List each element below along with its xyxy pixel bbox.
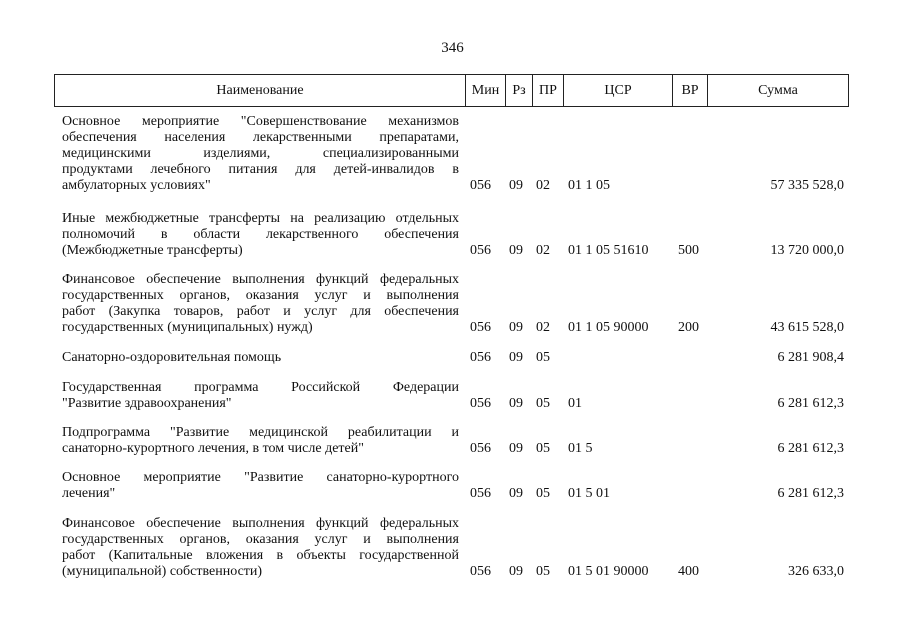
row-csr: 01 1 05 90000 (568, 320, 649, 335)
row-min: 056 (470, 396, 491, 411)
row-name-line: работ (Капитальные вложения в объекты государственной (62, 548, 459, 563)
row-name-line: Финансовое обеспечение выполнения функций федеральных (62, 516, 459, 531)
row-name-line: Иные межбюджетные трансферты на реализацию отдельных (62, 211, 459, 226)
row-pr: 05 (536, 350, 550, 365)
row-sum: 6 281 612,3 (777, 441, 844, 456)
row-name-line: лечения" (62, 486, 116, 501)
row-sum: 6 281 612,3 (777, 486, 844, 501)
row-pr: 05 (536, 486, 550, 501)
row-name-line: полномочий в области лекарственного обеспечения (62, 227, 459, 242)
row-csr: 01 1 05 51610 (568, 243, 649, 258)
row-min: 056 (470, 320, 491, 335)
row-name-line: Основное мероприятие "Совершенствование механизмов (62, 114, 459, 129)
row-name (62, 470, 459, 502)
row-min: 056 (470, 486, 491, 501)
row-csr: 01 1 05 (568, 178, 610, 193)
row-name-line: Государственная программа Российской Федерации (62, 380, 459, 395)
row-name-line: продуктами лечебного питания для детей-инвалидов в (62, 162, 459, 177)
row-rz: 09 (509, 350, 523, 365)
row-sum: 6 281 612,3 (777, 396, 844, 411)
row-sum: 326 633,0 (788, 564, 844, 579)
page-number: 346 (441, 40, 464, 56)
row-name-line: работ (Закупка товаров, работ и услуг для обеспечения (62, 304, 459, 319)
row-pr: 02 (536, 243, 550, 258)
row-csr: 01 5 (568, 441, 593, 456)
row-rz: 09 (509, 243, 523, 258)
row-rz: 09 (509, 441, 523, 456)
row-name (62, 516, 459, 580)
row-pr: 02 (536, 320, 550, 335)
header-sum: Сумма (707, 75, 848, 106)
row-name-line: государственных (муниципальных) нужд) (62, 320, 313, 335)
row-name-line: санаторно-курортного лечения, в том числе детей" (62, 441, 364, 456)
row-name-line: амбулаторных условиях" (62, 178, 211, 193)
header-min: Мин (465, 75, 505, 106)
row-name-line: "Развитие здравоохранения" (62, 396, 232, 411)
row-pr: 05 (536, 441, 550, 456)
row-rz: 09 (509, 320, 523, 335)
row-vr: 500 (678, 243, 699, 258)
row-csr: 01 (568, 396, 582, 411)
row-sum: 43 615 528,0 (770, 320, 844, 335)
row-rz: 09 (509, 486, 523, 501)
header-rz: Рз (505, 75, 532, 106)
row-csr: 01 5 01 (568, 486, 610, 501)
row-name-line: обеспечения населения лекарственными препаратами, (62, 130, 459, 145)
row-sum: 57 335 528,0 (770, 178, 844, 193)
row-name-line: государственных органов, оказания услуг и выполнения (62, 532, 459, 547)
row-name-line: Основное мероприятие "Развитие санаторно-курортного (62, 470, 459, 485)
table-header (54, 74, 849, 107)
row-rz: 09 (509, 396, 523, 411)
row-min: 056 (470, 243, 491, 258)
row-name (62, 272, 459, 336)
row-name-line: Подпрограмма "Развитие медицинской реабилитации и (62, 425, 459, 440)
row-name (62, 114, 459, 194)
row-min: 056 (470, 350, 491, 365)
header-name: Наименование (216, 83, 304, 98)
row-pr: 05 (536, 564, 550, 579)
row-min: 056 (470, 564, 491, 579)
row-sum: 6 281 908,4 (777, 350, 844, 365)
row-name (62, 211, 459, 259)
row-pr: 02 (536, 178, 550, 193)
row-name-line: (муниципальной) собственности) (62, 564, 263, 579)
row-min: 056 (470, 178, 491, 193)
row-min: 056 (470, 441, 491, 456)
row-name-line: медицинскими изделиями, специализированными (62, 146, 459, 161)
row-vr: 200 (678, 320, 699, 335)
row-vr: 400 (678, 564, 699, 579)
row-name (62, 380, 459, 412)
row-name (62, 425, 459, 457)
row-name (62, 350, 459, 366)
row-name-line: государственных органов, оказания услуг и выполнения (62, 288, 459, 303)
row-name-line: Финансовое обеспечение выполнения функций федеральных (62, 272, 459, 287)
row-name-line: (Межбюджетные трансферты) (62, 243, 243, 258)
header-csr: ЦСР (563, 75, 672, 106)
row-rz: 09 (509, 564, 523, 579)
row-csr: 01 5 01 90000 (568, 564, 649, 579)
header-pr: ПР (532, 75, 563, 106)
row-rz: 09 (509, 178, 523, 193)
row-sum: 13 720 000,0 (770, 243, 844, 258)
row-pr: 05 (536, 396, 550, 411)
header-vr: ВР (672, 75, 707, 106)
row-name-line: Санаторно-оздоровительная помощь (62, 350, 282, 365)
